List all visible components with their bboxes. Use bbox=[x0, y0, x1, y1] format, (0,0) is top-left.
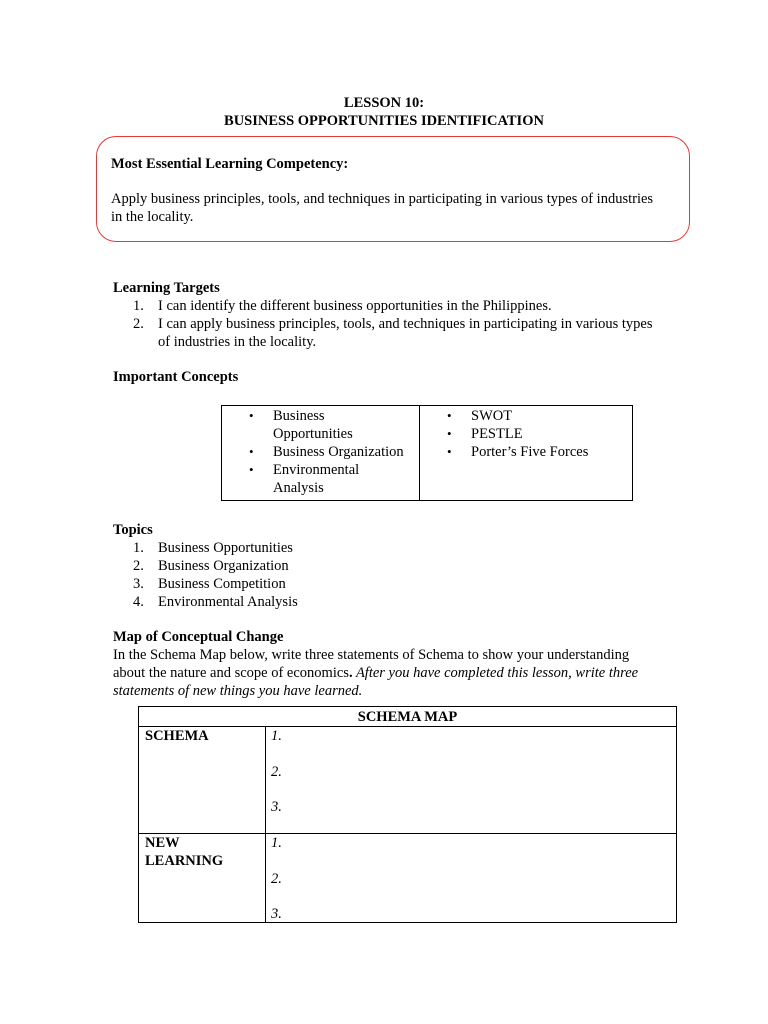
list-item bbox=[113, 297, 693, 315]
list-text: I can identify the different business opportunities in the Philippines. bbox=[158, 298, 552, 314]
new-learning-row-label-continued: LEARNING bbox=[145, 853, 224, 869]
concepts-left-column bbox=[222, 406, 419, 501]
list-item bbox=[420, 407, 632, 425]
concept-text: Environmental bbox=[273, 462, 360, 478]
list-text: Environmental Analysis bbox=[158, 594, 298, 610]
competency-text-line2: in the locality. bbox=[111, 209, 194, 225]
list-number: 1. bbox=[133, 540, 144, 556]
topics-heading: Topics bbox=[113, 522, 153, 538]
concept-text-continued: Analysis bbox=[273, 480, 324, 496]
topics-list bbox=[113, 539, 613, 611]
concept-text: PESTLE bbox=[471, 426, 523, 442]
table-rule bbox=[139, 726, 676, 727]
lesson-title: BUSINESS OPPORTUNITIES IDENTIFICATION bbox=[224, 113, 544, 129]
new-learning-entry: 1. bbox=[271, 835, 282, 851]
bullet-icon: • bbox=[249, 462, 254, 477]
bullet-icon: • bbox=[249, 408, 254, 423]
learning-targets-list bbox=[113, 297, 693, 351]
list-item bbox=[113, 539, 613, 557]
important-concepts-heading: Important Concepts bbox=[113, 369, 239, 385]
list-item bbox=[113, 593, 613, 611]
competency-heading: Most Essential Learning Competency: bbox=[111, 156, 349, 172]
concept-text: SWOT bbox=[471, 408, 513, 424]
list-number: 2. bbox=[133, 316, 144, 332]
schema-map-table bbox=[138, 706, 677, 923]
bullet-icon: • bbox=[447, 444, 452, 459]
new-learning-entry: 3. bbox=[271, 906, 282, 922]
list-item bbox=[420, 443, 632, 461]
text-bold: . bbox=[348, 665, 353, 681]
conceptual-change-text-line3: statements of new things you have learned. bbox=[113, 683, 363, 699]
list-text: Business Opportunities bbox=[158, 540, 293, 556]
schema-entry: 3. bbox=[271, 799, 282, 815]
competency-box bbox=[96, 136, 690, 242]
schema-entry: 1. bbox=[271, 728, 282, 744]
concepts-table bbox=[221, 405, 633, 501]
list-text: Business Organization bbox=[158, 558, 289, 574]
schema-entry: 2. bbox=[271, 764, 282, 780]
text-normal: about the nature and scope of economics bbox=[113, 665, 349, 681]
conceptual-change-text-line1: In the Schema Map below, write three statements of Schema to show your understanding bbox=[113, 647, 630, 663]
list-number: 4. bbox=[133, 594, 144, 610]
concept-text: Business bbox=[273, 408, 325, 424]
bullet-icon: • bbox=[447, 426, 452, 441]
competency-text-line1: Apply business principles, tools, and techniques in participating in various types of industries bbox=[111, 191, 654, 207]
lesson-number: LESSON 10: bbox=[343, 95, 425, 111]
list-text: I can apply business principles, tools, and techniques in participating in various types bbox=[158, 316, 653, 332]
list-number: 1. bbox=[133, 298, 144, 314]
concept-text: Porter’s Five Forces bbox=[471, 444, 589, 460]
list-number: 3. bbox=[133, 576, 144, 592]
list-item bbox=[113, 557, 613, 575]
text-italic: After you have completed this lesson, write three bbox=[352, 665, 639, 681]
schema-map-title: SCHEMA MAP bbox=[357, 709, 458, 725]
schema-row-label: SCHEMA bbox=[145, 728, 209, 744]
new-learning-entry: 2. bbox=[271, 871, 282, 887]
new-learning-row-label: NEW bbox=[145, 835, 180, 851]
list-item bbox=[420, 425, 632, 443]
conceptual-change-heading: Map of Conceptual Change bbox=[113, 629, 284, 645]
concepts-right-column bbox=[420, 406, 632, 501]
list-number: 2. bbox=[133, 558, 144, 574]
list-item bbox=[113, 315, 693, 351]
list-text-continued: of industries in the locality. bbox=[158, 334, 317, 350]
list-text: Business Competition bbox=[158, 576, 286, 592]
bullet-icon: • bbox=[249, 444, 254, 459]
table-rule bbox=[265, 726, 266, 923]
bullet-icon: • bbox=[447, 408, 452, 423]
conceptual-change-text-line2 bbox=[113, 664, 638, 682]
list-item bbox=[222, 443, 419, 461]
list-item bbox=[222, 461, 419, 497]
learning-targets-heading: Learning Targets bbox=[113, 280, 220, 296]
table-rule bbox=[139, 833, 676, 834]
concept-text-continued: Opportunities bbox=[273, 426, 353, 442]
list-item bbox=[113, 575, 613, 593]
list-item bbox=[222, 407, 419, 443]
concept-text: Business Organization bbox=[273, 444, 404, 460]
